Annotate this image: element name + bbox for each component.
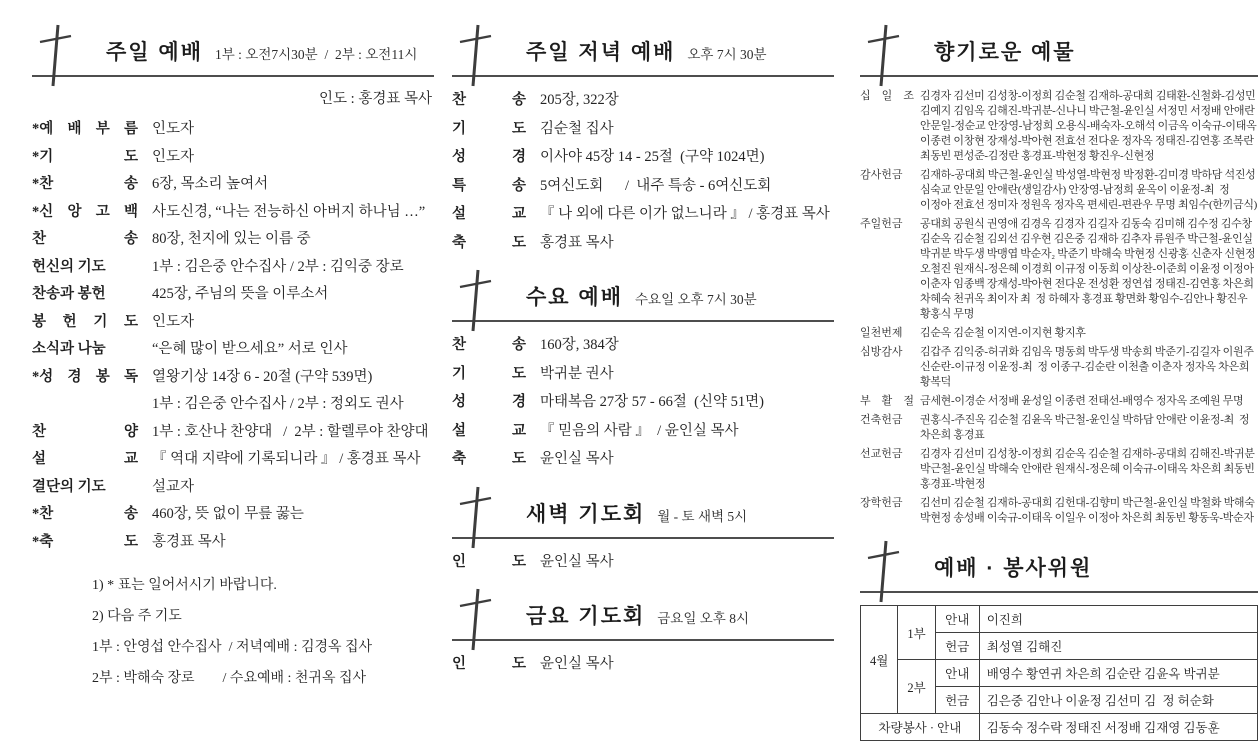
order-of-service-list	[32, 122, 434, 550]
order-item	[32, 315, 434, 331]
order-item	[32, 370, 434, 386]
order-item	[32, 205, 434, 221]
note-line: 2부 : 박해숙 장로 / 수요예배 : 천귀옥 집사	[92, 671, 367, 686]
order-text: 열왕기상 14장 6 - 20절 (구약 539면)	[152, 368, 373, 385]
order-item	[32, 397, 434, 413]
order-item	[32, 287, 434, 303]
role-cell: 헌금	[935, 687, 979, 714]
role-cell: 헌금	[935, 633, 979, 660]
order-text: 160장, 384장	[540, 337, 619, 353]
offering-line: 홍경표-박현정	[920, 478, 986, 490]
note-line: 2) 다음 주 기도	[92, 609, 182, 624]
order-label: 찬 송	[452, 92, 526, 108]
section-title: 새벽 기도회	[526, 502, 646, 526]
order-label: 찬 송	[32, 231, 138, 247]
other-services-column	[452, 26, 834, 693]
offering-lines	[920, 168, 1258, 213]
offering-lines	[920, 447, 1258, 492]
names-cell: 배영수 황연귀 차은희 김순란 김윤옥 박귀분	[979, 660, 1257, 687]
order-label: 설 교	[452, 206, 526, 222]
order-label: 봉 헌 기 도	[32, 313, 138, 330]
order-text: 윤인실 목사	[540, 553, 614, 570]
order-label	[32, 397, 138, 413]
offering-line: 안문일-정순교 안장영-남정희 오용식-배숙자-오해석 이금옥 이숙규-이태옥	[920, 120, 1257, 132]
sunday-worship-column	[32, 26, 434, 698]
service-section	[452, 590, 834, 673]
service-section	[452, 488, 834, 571]
offering-line: 박근철-윤인실 박해숙 안애란 원재식-정은혜 이숙규-이태옥 차은희 최동빈	[920, 463, 1255, 475]
order-item	[452, 555, 834, 571]
service-section-header	[452, 271, 834, 322]
order-item	[452, 236, 834, 252]
committee-row	[861, 606, 1258, 633]
order-item	[32, 260, 434, 276]
role-cell: 안내	[935, 606, 979, 633]
cross-icon	[864, 24, 904, 88]
order-text: 6장, 목소리 높여서	[152, 176, 269, 192]
order-label: *성 경 봉 독	[32, 368, 138, 385]
cross-icon	[456, 24, 496, 88]
order-item	[452, 338, 834, 354]
section-subtitle: 오후 7시 30분	[687, 47, 767, 62]
order-text: 박귀분 권사	[540, 365, 614, 382]
offering-lines	[920, 345, 1258, 390]
order-of-service-list	[452, 93, 834, 251]
order-label: 찬 양	[32, 423, 138, 440]
offering-group	[860, 168, 1258, 213]
order-label: 설 교	[32, 451, 138, 467]
names-cell: 김동숙 정수락 정태진 서정배 김재영 김동훈	[979, 714, 1257, 741]
order-label: 특 송	[452, 177, 526, 194]
order-text: 이사야 45장 14 - 25절 (구약 1024면)	[540, 149, 765, 165]
order-label: 찬송과 봉헌	[32, 286, 106, 302]
order-label: *찬 송	[32, 506, 138, 522]
committee-table	[860, 605, 1258, 741]
order-item	[32, 507, 434, 523]
offering-line: 김경자 김선미 김성창-이정희 김순옥 김순철 김재하-공대희 김해진-박귀분	[920, 448, 1255, 460]
offering-line: 김재하-공대희 박근철-윤인실 박성열-박현정 박정환-김미경 박하담 석진성	[920, 169, 1256, 181]
cross-icon	[36, 24, 76, 88]
offering-lines	[920, 326, 1258, 341]
committee-row	[861, 660, 1258, 687]
order-item	[452, 150, 834, 166]
order-text: 『 역대 지략에 기록되니라 』 / 홍경표 목사	[152, 451, 421, 467]
offering-group	[860, 394, 1258, 409]
note-line: 1) * 표는 일어서시기 바랍니다.	[92, 578, 277, 593]
offering-group	[860, 217, 1258, 322]
offerings-column	[860, 26, 1258, 741]
offering-group	[860, 413, 1258, 443]
offering-line: 김갑주 김익중-허귀화 김임옥 명동희 박두생 박송희 박준기-김길자 이원주	[920, 346, 1254, 358]
offering-line: 신순란-이규정 이윤정-최 정 이종구-김순란 이천출 이춘자 정자옥 차은희	[920, 361, 1250, 373]
offering-line: 김예지 김임옥 김해진-박귀분-신나니 박근철-윤인실 서정민 서정배 안애란	[920, 105, 1255, 117]
offering-line: 김선미 김순철 김재하-공대희 김헌대-김향미 박근철-윤인실 박철화 박해숙	[920, 497, 1255, 509]
part-cell: 2부	[898, 660, 935, 714]
offering-lines	[920, 394, 1258, 409]
order-label: 성 경	[452, 394, 526, 410]
offering-group	[860, 89, 1258, 164]
order-text: 마태복음 27장 57 - 66절 (신약 51면)	[540, 394, 764, 410]
offering-line: 이종련 이창현 장재성-박아현 전효선 전다운 정자옥 정태진-김연홍 조복란	[920, 135, 1254, 147]
role-cell: 안내	[935, 660, 979, 687]
order-text: 80장, 천지에 있는 이름 중	[152, 231, 311, 247]
footnotes	[32, 574, 434, 687]
offering-line: 김순옥 김순철 이지연-이지현 황지후	[920, 327, 1086, 339]
order-item	[452, 395, 834, 411]
offering-label: 심방감사	[860, 346, 903, 358]
order-item	[32, 480, 434, 496]
order-label: *찬 송	[32, 176, 138, 192]
committee-header	[860, 542, 1258, 593]
order-label: 축 도	[452, 451, 526, 467]
order-text: 설교자	[152, 478, 195, 495]
offering-label: 일천번제	[860, 327, 903, 339]
cross-icon	[456, 269, 496, 333]
order-text: 인도자	[152, 121, 195, 137]
order-label: 결단의 기도	[32, 478, 106, 495]
section-title: 예배 · 봉사위원	[934, 557, 1093, 580]
offering-lines	[920, 217, 1258, 322]
offering-group	[860, 326, 1258, 341]
order-item	[452, 122, 834, 138]
cross-icon	[456, 588, 496, 652]
order-text: 460장, 뜻 없이 무릎 꿇는	[152, 506, 304, 522]
order-text: 홍경표 목사	[540, 234, 614, 251]
offering-line: 차은희 홍경표	[920, 429, 985, 441]
order-of-service-list	[452, 555, 834, 571]
order-text: 425장, 주님의 뜻을 이루소서	[152, 286, 329, 302]
order-label: 설 교	[452, 422, 526, 439]
offering-label: 감사헌금	[860, 169, 903, 181]
order-item	[452, 93, 834, 109]
section-title: 주일 저녁 예배	[526, 41, 676, 64]
order-label: *축 도	[32, 533, 138, 550]
order-text: 인도자	[152, 313, 195, 330]
offering-line: 이정아 전효선 정미자 정원옥 정자옥 편세린-편관우 무명 최임수(한끼금식)	[920, 199, 1258, 211]
offering-lines	[920, 413, 1258, 443]
service-section-header	[452, 488, 834, 539]
offering-lines	[920, 89, 1258, 164]
offering-line: 권홍식-주진옥 김순철 김윤옥 박근철-윤인실 박하담 안애란 이윤정-최 정	[920, 414, 1250, 426]
note-line: 1부 : 안영섭 안수집사 / 저녁예배 : 김경옥 집사	[92, 640, 373, 655]
section-subtitle: 금요일 오후 8시	[657, 611, 750, 626]
part-cell: 1부	[898, 606, 935, 660]
names-cell: 이진희	[979, 606, 1257, 633]
order-label: 축 도	[452, 234, 526, 251]
section-subtitle: 수요일 오후 7시 30분	[634, 292, 757, 307]
offering-line: 박귀분 박두생 박맹엽 박순자₂ 박준기 박해숙 박현정 신광홍 신춘자 신현정	[920, 248, 1256, 260]
offering-group	[860, 345, 1258, 390]
order-item	[32, 177, 434, 193]
order-label: *예 배 부 름	[32, 121, 138, 137]
offering-line: 황복덕	[920, 376, 951, 388]
order-text: 205장, 322장	[540, 92, 619, 108]
offerings-header	[860, 26, 1258, 77]
offering-label: 건축헌금	[860, 414, 903, 426]
offering-line: 차혜숙 천귀옥 최이자 최 정 하혜자 홍경표 황면화 황임수-김안나 황진우	[920, 293, 1248, 305]
order-text: 1부 : 호산나 찬양대 / 2부 : 할렐루야 찬양대	[152, 423, 429, 440]
section-subtitle: 월 - 토 새벽 5시	[657, 508, 748, 524]
order-item	[32, 452, 434, 468]
order-item	[452, 367, 834, 383]
order-of-service-list	[452, 338, 834, 468]
offering-line: 최동빈 편성준-김정란 홍경표-박현정 황진우-신현정	[920, 150, 1155, 162]
section-title: 금요 기도회	[526, 605, 646, 628]
offering-line: 금세현-이경순 서정배 윤성일 이종련 전태선-배영수 정자옥 조예원 무명	[920, 395, 1244, 407]
order-of-service-list	[452, 657, 834, 673]
offering-line: 황홍식 무명	[920, 308, 975, 320]
leader-note: 인도 : 홍경표 목사	[319, 91, 432, 107]
cross-icon	[864, 540, 904, 604]
order-item	[452, 452, 834, 468]
offering-label: 부 활 절	[860, 395, 914, 407]
offering-label: 장학헌금	[860, 497, 903, 509]
order-text: 김순철 집사	[540, 120, 614, 137]
offering-label: 선교헌금	[860, 448, 903, 460]
order-item	[32, 122, 434, 138]
order-label: 인 도	[452, 553, 526, 570]
service-section-header	[452, 590, 834, 641]
order-item	[32, 535, 434, 551]
cross-icon	[456, 486, 496, 550]
order-text: 1부 : 김은중 안수집사 / 2부 : 정외도 권사	[152, 396, 404, 412]
offerings-list	[860, 89, 1258, 526]
order-label: 찬 송	[452, 337, 526, 353]
service-section-header	[452, 26, 834, 77]
order-label: *신 앙 고 백	[32, 203, 138, 220]
offering-group	[860, 447, 1258, 492]
order-item	[452, 657, 834, 673]
service-section	[452, 26, 834, 251]
order-label: 소식과 나눔	[32, 341, 106, 357]
vehicle-service-label-cell: 차량봉사 · 안내	[861, 714, 980, 741]
offering-label: 주일헌금	[860, 218, 903, 230]
order-label: 인 도	[452, 656, 526, 672]
sunday-worship-header	[32, 26, 434, 77]
offering-line: 심숙교 안문일 안애란(생일감사) 안장영-남정희 윤옥이 이윤정-최 정	[920, 184, 1230, 196]
offering-group	[860, 496, 1258, 526]
order-item	[452, 424, 834, 440]
section-title: 수요 예배	[526, 286, 623, 309]
order-text: 『 믿음의 사람 』 / 윤인실 목사	[540, 422, 739, 439]
service-section	[452, 271, 834, 468]
order-text: 윤인실 목사	[540, 451, 614, 467]
offering-line: 이춘자 임종백 장재성-박아현 전다운 전성환 정연섭 정태진-김연홍 차은희	[920, 278, 1254, 290]
month-cell: 4월	[861, 606, 898, 714]
order-label: 헌신의 기도	[32, 258, 106, 275]
section-subtitle: 1부 : 오전7시30분 / 2부 : 오전11시	[214, 47, 418, 62]
offering-line: 공대희 공원식 권영애 김경옥 김경자 김길자 김동숙 김미해 김수정 김수창	[920, 218, 1252, 230]
committee-row	[861, 714, 1258, 741]
order-label: 기 도	[452, 365, 526, 382]
section-title: 주일 예배	[106, 41, 203, 64]
order-item	[452, 207, 834, 223]
order-text: 1부 : 김은중 안수집사 / 2부 : 김익중 장로	[152, 258, 404, 275]
order-text: 홍경표 목사	[152, 533, 226, 550]
order-text: 사도신경, “나는 전능하신 아버지 하나님 …”	[152, 203, 426, 220]
order-item	[32, 425, 434, 441]
names-cell: 김은중 김안나 이윤정 김선미 김 정 허순화	[979, 687, 1257, 714]
order-label: *기 도	[32, 148, 138, 165]
section-title: 향기로운 예물	[934, 41, 1076, 64]
order-text: 윤인실 목사	[540, 656, 614, 672]
offering-line: 김경자 김선미 김성창-이정희 김순철 김재하-공대희 김태환-신철화-김성민	[920, 90, 1256, 102]
order-item	[452, 179, 834, 195]
offering-lines	[920, 496, 1258, 526]
order-label: 성 경	[452, 149, 526, 165]
order-item	[32, 150, 434, 166]
order-label: 기 도	[452, 120, 526, 137]
offering-label: 십 일 조	[860, 90, 914, 102]
order-item	[32, 232, 434, 248]
names-cell: 최성열 김해진	[979, 633, 1257, 660]
offering-line: 오철진 원재식-정은혜 이경희 이규정 이동희 이상찬-이준희 이윤정 이정아	[920, 263, 1254, 275]
offering-line: 박현정 송성배 이숙규-이태옥 이일우 이정아 차은희 최동빈 황동욱-박순자	[920, 512, 1254, 524]
offering-line: 김순옥 김순철 김외선 김우현 김은중 김재하 김추자 류원주 박근철-윤인실	[920, 233, 1253, 245]
order-text: 『 나 외에 다른 이가 없느니라 』 / 홍경표 목사	[540, 206, 830, 222]
order-text: 5여신도회 / 내주 특송 - 6여신도회	[540, 177, 772, 194]
order-text: 인도자	[152, 148, 195, 165]
order-text: “은혜 많이 받으세요” 서로 인사	[152, 341, 348, 357]
order-item	[32, 342, 434, 358]
